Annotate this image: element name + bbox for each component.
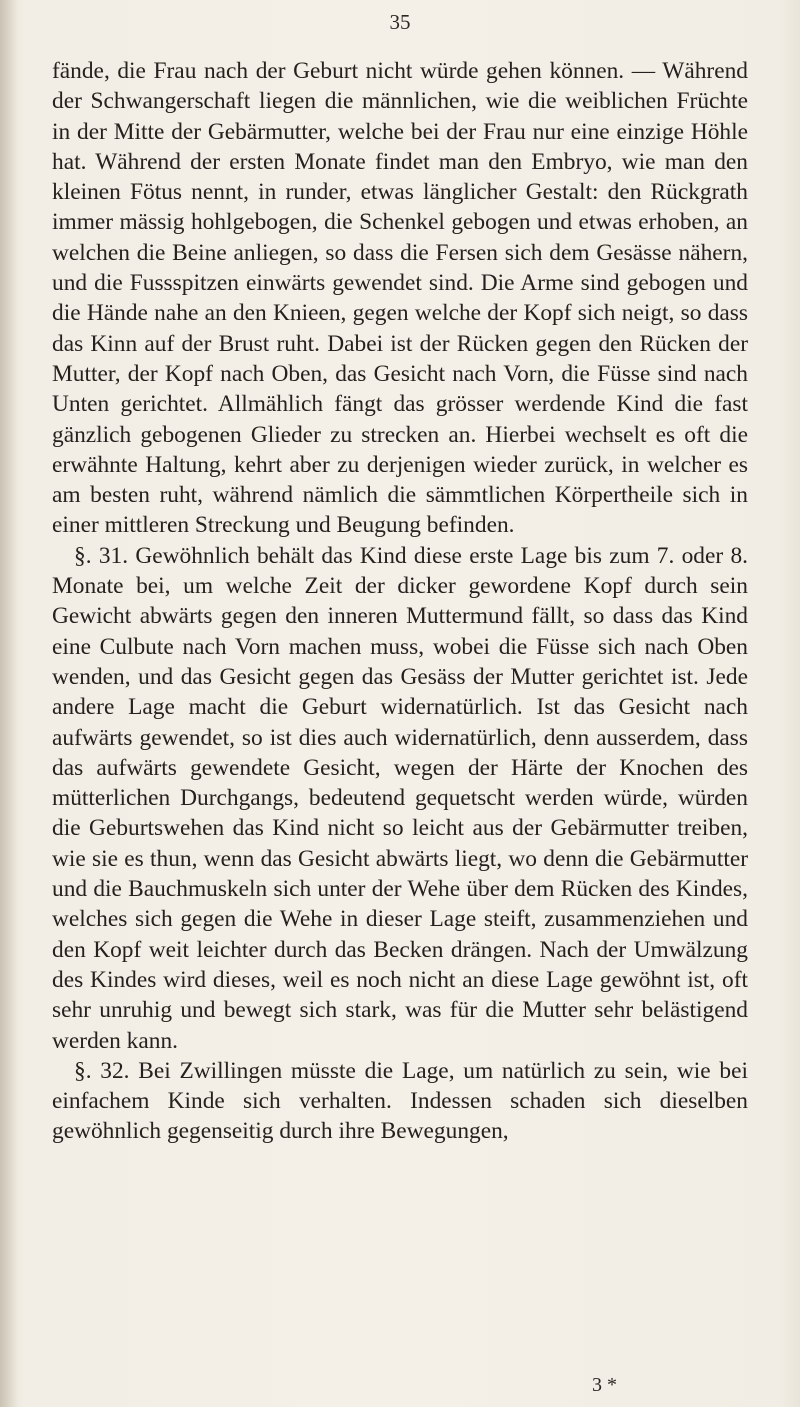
page-edge-shadow (0, 0, 18, 1407)
paragraph-section-32: §. 32. Bei Zwillingen müsste die Lage, um natürlich zu sein, wie bei einfachem Kinde sich verhalten. Indessen schaden sich dieselben gewöhnlich gegenseitig durch ihre Bewegungen, (52, 1057, 748, 1145)
paragraph-section-31: §. 31. Gewöhnlich behält das Kind diese erste Lage bis zum 7. oder 8. Monate bei, um welche Zeit der dicker gewordene Kopf durch sein Gewicht abwärts gegen den inneren Muttermund fällt, so dass das Kind eine Culbute nach Vorn machen muss, wobei die Füsse sich nach Oben wenden, und das Gesicht gegen das Gesäss der Mutter gerichtet ist. Jede andere Lage macht die Geburt widernatürlich. Ist das Gesicht nach aufwärts gewendet, so ist dies auch widernatürlich, denn ausserdem, dass das aufwärts gewendete Gesicht, wegen der Härte der Knochen des mütterlichen Durchgangs, bedeutend gequetscht werden würde, würden die Geburtswehen das Kind nicht so leicht aus der Gebärmutter treiben, wie sie es thun, wenn das Gesicht abwärts liegt, wo denn die Gebärmutter und die Bauchmuskeln sich unter der Wehe über dem Rücken des Kindes, welches sich gegen die Wehe in dieser Lage steift, zusammenziehen und den Kopf weit leichter durch das Becken drängen. Nach der Umwälzung des Kindes wird dieses, weil es noch nicht an diese Lage gewöhnt ist, oft sehr unruhig und bewegt sich stark, was für die Mutter sehr belästigend werden kann. (52, 542, 748, 1054)
signature-mark: 3 * (592, 1374, 617, 1396)
body-text (52, 56, 748, 1147)
page-number: 35 (389, 10, 411, 34)
paragraph-continuation: fände, die Frau nach der Geburt nicht würde gehen können. — Während der Schwangerschaft liegen die männlichen, wie die weiblichen Früchte in der Mitte der Gebärmutter, welche bei der Frau nur eine einzige Höhle hat. Während der ersten Monate findet man den Embryo, wie man den kleinen Fötus nennt, in runder, etwas länglicher Gestalt: den Rückgrath immer mässig hohlgebogen, die Schenkel gebogen und etwas erhoben, an welchen die Beine anliegen, so dass die Fersen sich dem Gesässe nähern, und die Fussspitzen einwärts gewendet sind. Die Arme sind gebogen und die Hände nahe an den Knieen, gegen welche der Kopf sich neigt, so dass das Kinn auf der Brust ruht. Dabei ist der Rücken gegen den Rücken der Mutter, der Kopf nach Oben, das Gesicht nach Vorn, die Füsse sind nach Unten gerichtet. Allmählich fängt das grösser werdende Kind die fast gänzlich gebogenen Glieder zu strecken an. Hierbei wechselt es oft die erwähnte Haltung, kehrt aber zu derjenigen wieder zurück, in welcher es am besten ruht, während nämlich die sämmtlichen Körpertheile sich in einer mittleren Streckung und Beugung befinden. (52, 58, 748, 539)
